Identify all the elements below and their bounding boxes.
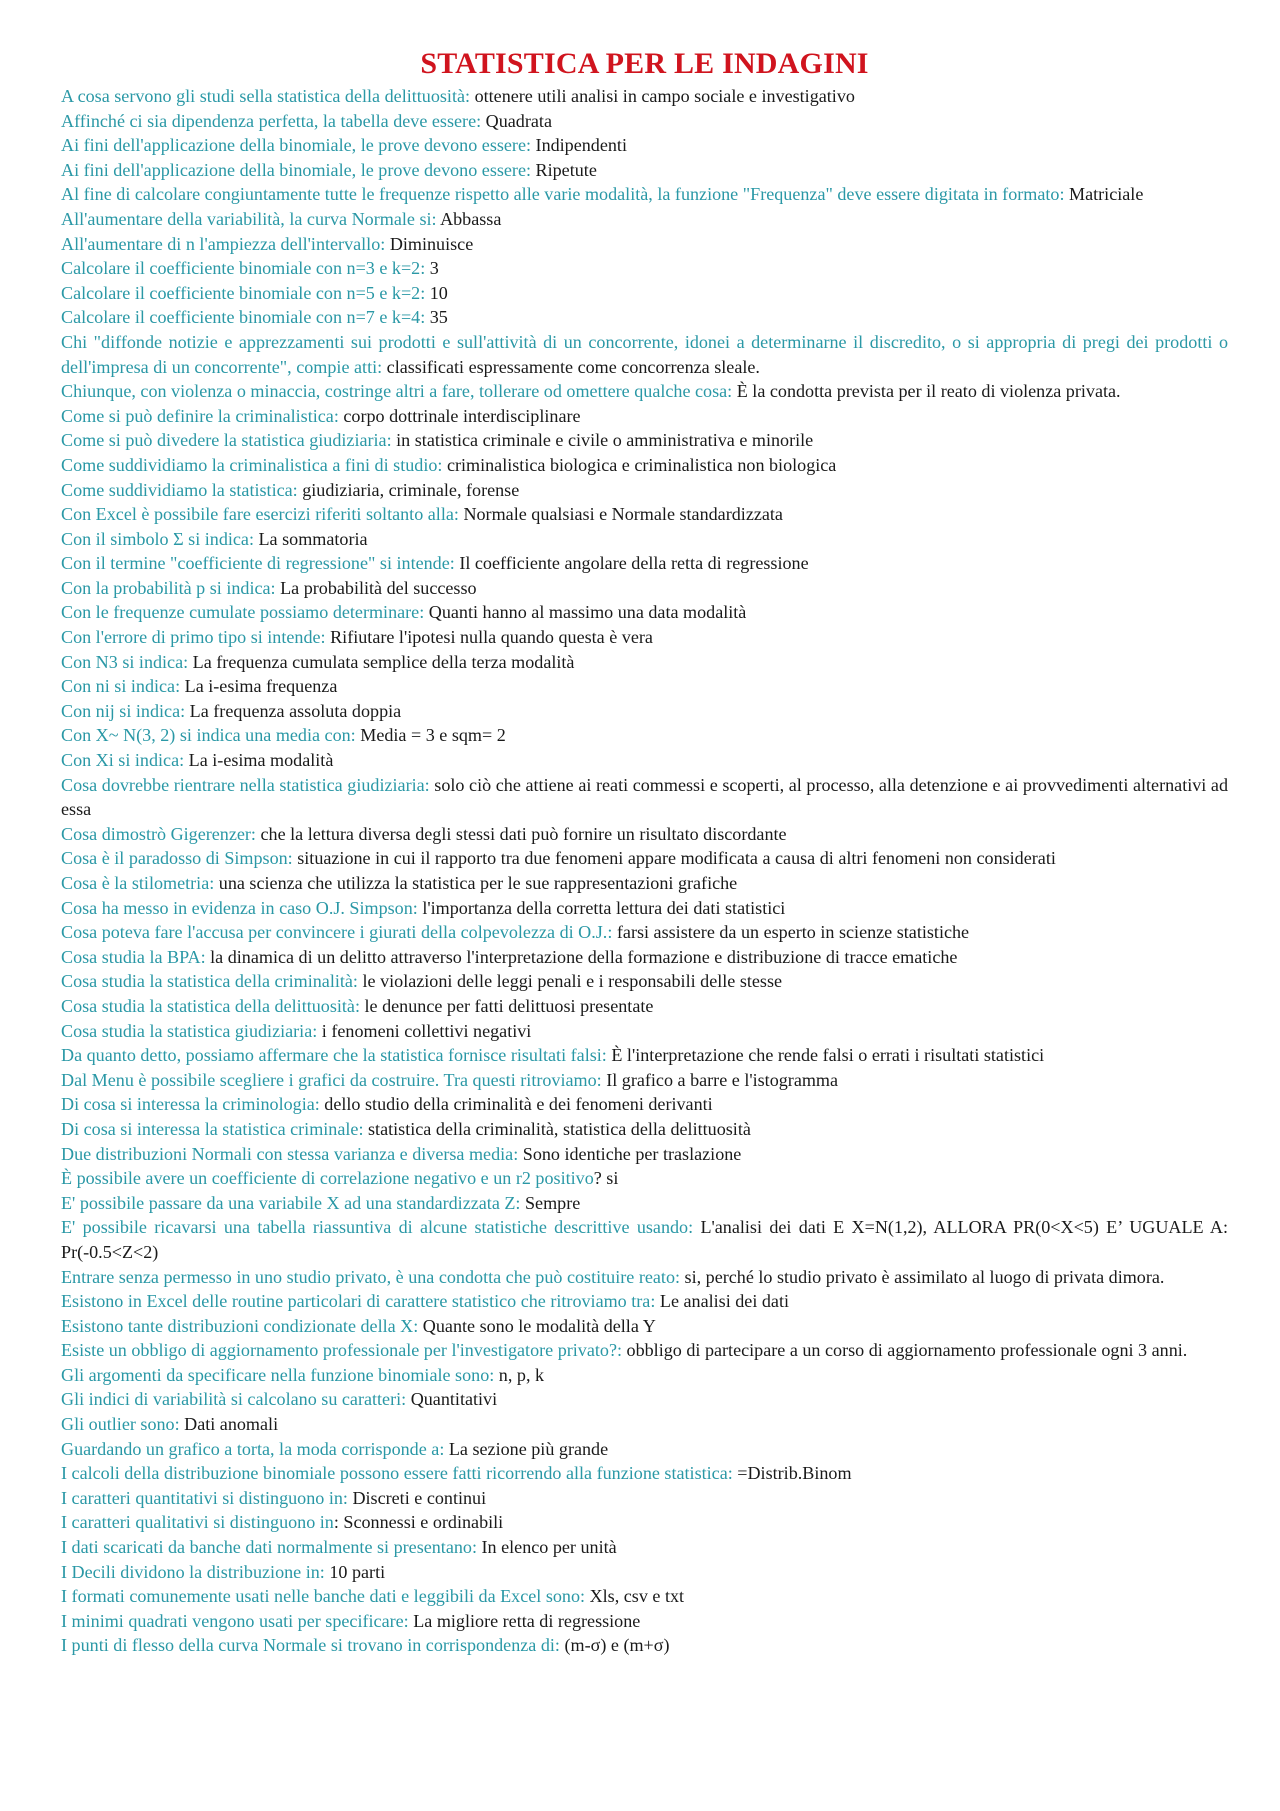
question-text: Con il simbolo Σ si indica:	[61, 528, 254, 549]
answer-text: corpo dottrinale interdisciplinare	[338, 405, 581, 426]
answer-text: Matriciale	[1064, 184, 1144, 205]
answer-text: n, p, k	[494, 1364, 545, 1385]
qa-item	[61, 330, 1228, 379]
qa-item	[61, 502, 1228, 527]
question-text: Cosa dovrebbe rientrare nella statistica giudiziaria:	[61, 774, 430, 795]
question-text: Da quanto detto, possiamo affermare che la statistica fornisce risultati falsi:	[61, 1045, 607, 1066]
qa-item	[61, 625, 1228, 650]
question-text: All'aumentare di n l'ampiezza dell'intervallo:	[61, 233, 386, 254]
answer-text: la dinamica di un delitto attraverso l'interpretazione della formazione e distribuzione di tracce ematiche	[205, 946, 958, 967]
question-text: Chi "diffonde notizie e apprezzamenti sui prodotti e sull'attività di un concorrente, idonei a determinarne il discredito, o si appropria di pregi dei prodotti o dell'impresa di un concorrente", compie atti:	[61, 331, 1228, 377]
answer-text: La migliore retta di regressione	[408, 1610, 641, 1631]
qa-item	[61, 1363, 1228, 1388]
question-text: Gli outlier sono:	[61, 1414, 180, 1435]
answer-text: classificati espressamente come concorrenza sleale.	[382, 356, 760, 377]
question-text: I punti di flesso della curva Normale si trovano in corrispondenza di:	[61, 1635, 560, 1656]
qa-item	[61, 1142, 1228, 1167]
qa-item	[61, 1387, 1228, 1412]
qa-item	[61, 1019, 1228, 1044]
qa-item	[61, 1461, 1228, 1486]
qa-item	[61, 1560, 1228, 1585]
qa-item	[61, 305, 1228, 330]
question-text: I caratteri quantitativi si distinguono in:	[61, 1487, 348, 1508]
qa-item	[61, 920, 1228, 945]
qa-item	[61, 674, 1228, 699]
answer-text: ottenere utili analisi in campo sociale e investigativo	[470, 86, 855, 106]
answer-text: situazione in cui il rapporto tra due fenomeni appare modificata a causa di altri fenomeni non considerati	[292, 848, 1056, 869]
question-text: Cosa studia la statistica della criminalità:	[61, 971, 358, 992]
qa-item	[61, 896, 1228, 921]
answer-text: Sempre	[520, 1192, 581, 1213]
answer-text: si, perché lo studio privato è assimilato al luogo di privata dimora.	[680, 1266, 1165, 1287]
answer-text: (m-σ) e (m+σ)	[559, 1635, 670, 1656]
qa-item	[61, 773, 1228, 822]
answer-text: Dati anomali	[179, 1414, 279, 1435]
answer-text: Quadrata	[481, 110, 552, 131]
question-text: Con le frequenze cumulate possiamo determinare:	[61, 602, 425, 623]
qa-item	[61, 699, 1228, 724]
qa-item	[61, 994, 1228, 1019]
question-text: A cosa servono gli studi sella statistica della delittuosità:	[61, 86, 471, 106]
qa-item	[61, 945, 1228, 970]
question-text: E' possibile passare da una variabile X ad una standardizzata Z:	[61, 1192, 521, 1213]
answer-text: farsi assistere da un esperto in scienze statistiche	[612, 922, 970, 943]
qa-item	[61, 478, 1228, 503]
question-text: Al fine di calcolare congiuntamente tutte le frequenze rispetto alle varie modalità, la funzione "Frequenza" deve essere digitata in formato:	[61, 184, 1065, 205]
qa-item	[61, 1068, 1228, 1093]
qa-item	[61, 1117, 1228, 1142]
question-text: Con Xi si indica:	[61, 750, 185, 771]
qa-item	[61, 551, 1228, 576]
question-text: Con N3 si indica:	[61, 651, 189, 672]
answer-text: Il coefficiente angolare della retta di regressione	[454, 553, 809, 574]
question-text: Ai fini dell'applicazione della binomiale, le prove devono essere:	[61, 135, 532, 156]
qa-item	[61, 1412, 1228, 1437]
qa-item	[61, 281, 1228, 306]
qa-item	[61, 846, 1228, 871]
qa-item	[61, 1043, 1228, 1068]
question-text: Dal Menu è possibile scegliere i grafici da costruire. Tra questi ritroviamo:	[61, 1069, 602, 1090]
qa-item	[61, 1289, 1228, 1314]
qa-item	[61, 1314, 1228, 1339]
answer-text: Quantitativi	[406, 1389, 498, 1410]
question-text: Due distribuzioni Normali con stessa varianza e diversa media:	[61, 1143, 519, 1164]
qa-item	[61, 576, 1228, 601]
answer-text: i fenomeni collettivi negativi	[317, 1020, 532, 1041]
question-text: Affinché ci sia dipendenza perfetta, la tabella deve essere:	[61, 110, 482, 131]
answer-text: statistica della criminalità, statistica della delittuosità	[363, 1118, 751, 1139]
qa-list	[61, 84, 1228, 1658]
answer-text: L'analisi dei dati E X=N(1,2), ALLORA PR(0<X<5) E’ UGUALE A: Pr(-0.5<Z<2)	[61, 1217, 1228, 1262]
answer-text: Il grafico a barre e l'istogramma	[601, 1069, 839, 1090]
qa-item	[61, 207, 1228, 232]
answer-text: una scienza che utilizza la statistica per le sue rappresentazioni grafiche	[214, 873, 738, 893]
answer-text: In elenco per unità	[477, 1537, 617, 1558]
question-text: Come suddividiamo la statistica:	[61, 479, 298, 500]
answer-text: La frequenza cumulata semplice della terza modalità	[188, 651, 575, 672]
answer-text: 10	[425, 282, 448, 303]
question-text: Esistono in Excel delle routine particolari di carattere statistico che ritroviamo tra:	[61, 1291, 656, 1312]
question-text: Esistono tante distribuzioni condizionate della X:	[61, 1315, 419, 1336]
qa-item	[61, 256, 1228, 281]
question-text: Ai fini dell'applicazione della binomiale, le prove devono essere:	[61, 159, 532, 180]
qa-item	[61, 1535, 1228, 1560]
answer-text: =Distrib.Binom	[732, 1463, 852, 1484]
qa-item	[61, 1510, 1228, 1535]
question-text: È possibile avere un coefficiente di correlazione negativo e un r2 positivo	[61, 1168, 594, 1189]
question-text: I caratteri qualitativi si distinguono in	[61, 1512, 334, 1533]
question-text: Cosa è il paradosso di Simpson:	[61, 848, 293, 869]
qa-item	[61, 379, 1228, 404]
answer-text: : Sconnessi e ordinabili	[333, 1512, 504, 1533]
answer-text: Media = 3 e sqm= 2	[355, 725, 506, 746]
question-text: I formati comunemente usati nelle banche dati e leggibili da Excel sono:	[61, 1586, 586, 1607]
question-text: Cosa studia la BPA:	[61, 946, 206, 967]
qa-item	[61, 650, 1228, 675]
qa-item	[61, 84, 1228, 109]
question-text: Gli argomenti da specificare nella funzione binomiale sono:	[61, 1364, 495, 1385]
question-text: Guardando un grafico a torta, la moda corrisponde a:	[61, 1438, 445, 1459]
answer-text: Discreti e continui	[347, 1487, 487, 1508]
answer-text: Xls, csv e txt	[585, 1586, 685, 1607]
answer-text: 3	[425, 258, 439, 279]
question-text: Con X~ N(3, 2) si indica una media con:	[61, 725, 356, 746]
question-text: I Decili dividono la distribuzione in:	[61, 1561, 325, 1582]
page-title: STATISTICA PER LE INDAGINI	[420, 47, 869, 80]
question-text: Cosa poteva fare l'accusa per convincere i giurati della colpevolezza di O.J.:	[61, 922, 613, 943]
answer-text: La i-esima frequenza	[180, 676, 338, 697]
question-text: Chiunque, con violenza o minaccia, costringe altri a fare, tollerare od omettere qualche cosa:	[61, 381, 733, 402]
qa-item	[61, 109, 1228, 134]
question-text: Calcolare il coefficiente binomiale con n=3 e k=2:	[61, 258, 426, 279]
answer-text: 35	[425, 307, 448, 328]
question-text: Con la probabilità p si indica:	[61, 577, 276, 598]
answer-text: le denunce per fatti delittuosi presentate	[360, 995, 654, 1016]
question-text: Calcolare il coefficiente binomiale con n=5 e k=2:	[61, 282, 426, 303]
question-text: Come si può divedere la statistica giudiziaria:	[61, 430, 392, 451]
qa-item	[61, 1633, 1228, 1658]
answer-text: È l'interpretazione che rende falsi o errati i risultati statistici	[606, 1045, 1045, 1066]
answer-text: solo ciò che attiene ai reati commessi e scoperti, al processo, alla detenzione e ai provvedimenti alternativi ad essa	[61, 774, 1229, 820]
qa-item	[61, 1584, 1228, 1609]
qa-item	[61, 158, 1228, 183]
question-text: Con nij si indica:	[61, 700, 186, 721]
answer-text: ? si	[593, 1168, 619, 1189]
question-text: Entrare senza permesso in uno studio privato, è una condotta che può costituire reato:	[61, 1266, 681, 1287]
question-text: Calcolare il coefficiente binomiale con n=7 e k=4:	[61, 307, 426, 328]
qa-item	[61, 527, 1228, 552]
question-text: Di cosa si interessa la criminologia:	[61, 1094, 320, 1115]
answer-text: 10 parti	[324, 1561, 386, 1582]
qa-item	[61, 1092, 1228, 1117]
answer-text: La probabilità del successo	[275, 577, 477, 598]
question-text: Come suddividiamo la criminalistica a fini di studio:	[61, 454, 443, 475]
answer-text: Rifiutare l'ipotesi nulla quando questa è vera	[325, 627, 653, 648]
answer-text: Normale qualsiasi e Normale standardizzata	[458, 504, 783, 525]
qa-item	[61, 1486, 1228, 1511]
answer-text: La i-esima modalità	[184, 750, 334, 771]
qa-item	[61, 1338, 1228, 1363]
answer-text: Quante sono le modalità della Y	[418, 1315, 656, 1336]
qa-item	[61, 723, 1228, 748]
question-text: E' possibile ricavarsi una tabella riassuntiva di alcune statistiche descrittive usando:	[61, 1217, 694, 1238]
answer-text: l'importanza della corretta lettura dei dati statistici	[417, 897, 786, 918]
question-text: Con Excel è possibile fare esercizi riferiti soltanto alla:	[61, 504, 459, 525]
question-text: Gli indici di variabilità si calcolano su caratteri:	[61, 1389, 407, 1410]
qa-item	[61, 1437, 1228, 1462]
qa-item	[61, 969, 1228, 994]
question-text: All'aumentare della variabilità, la curva Normale si:	[61, 208, 437, 229]
question-text: Cosa dimostrò Gigerenzer:	[61, 823, 256, 844]
qa-item	[61, 428, 1228, 453]
qa-item	[61, 404, 1228, 429]
qa-item	[61, 232, 1228, 257]
qa-item	[61, 1166, 1228, 1191]
question-text: Cosa ha messo in evidenza in caso O.J. Simpson:	[61, 897, 418, 918]
question-text: Cosa è la stilometria:	[61, 873, 215, 893]
answer-text: La frequenza assoluta doppia	[185, 700, 402, 721]
qa-item	[61, 453, 1228, 478]
qa-item	[61, 1609, 1228, 1634]
answer-text: Ripetute	[531, 159, 597, 180]
answer-text: È la condotta prevista per il reato di violenza privata.	[732, 381, 1121, 402]
question-text: Di cosa si interessa la statistica criminale:	[61, 1118, 364, 1139]
qa-item	[61, 1215, 1228, 1264]
question-text: Con l'errore di primo tipo si intende:	[61, 627, 326, 648]
answer-text: Abbassa	[436, 208, 502, 229]
answer-text: dello studio della criminalità e dei fenomeni derivanti	[319, 1094, 713, 1115]
question-text: Cosa studia la statistica della delittuosità:	[61, 995, 360, 1016]
qa-item	[61, 133, 1228, 158]
question-text: Esiste un obbligo di aggiornamento professionale per l'investigatore privato?:	[61, 1340, 623, 1361]
answer-text: le violazioni delle leggi penali e i responsabili delle stesse	[357, 971, 783, 992]
answer-text: La sezione più grande	[444, 1438, 609, 1459]
question-text: I calcoli della distribuzione binomiale possono essere fatti ricorrendo alla funzione statistica:	[61, 1463, 733, 1484]
answer-text: Le analisi dei dati	[655, 1291, 790, 1312]
qa-item	[61, 871, 1228, 896]
answer-text: in statistica criminale e civile o amministrativa e minorile	[391, 430, 814, 451]
question-text: I minimi quadrati vengono usati per specificare:	[61, 1610, 409, 1631]
answer-text: giudiziaria, criminale, forense	[297, 479, 520, 500]
answer-text: obbligo di partecipare a un corso di aggiornamento professionale ogni 3 anni.	[622, 1340, 1188, 1361]
answer-text: La sommatoria	[253, 528, 368, 549]
answer-text: Diminuisce	[385, 233, 474, 254]
answer-text: Quanti hanno al massimo una data modalità	[424, 602, 747, 623]
question-text: I dati scaricati da banche dati normalmente si presentano:	[61, 1537, 477, 1558]
question-text: Cosa studia la statistica giudiziaria:	[61, 1020, 318, 1041]
question-text: Con il termine "coefficiente di regressione" si intende:	[61, 553, 455, 574]
qa-item	[61, 822, 1228, 847]
answer-text: criminalistica biologica e criminalistica non biologica	[442, 454, 837, 475]
qa-item	[61, 1191, 1228, 1216]
answer-text: che la lettura diversa degli stessi dati può fornire un risultato discordante	[255, 823, 787, 844]
answer-text: Sono identiche per traslazione	[518, 1143, 742, 1164]
qa-item	[61, 182, 1228, 207]
answer-text: Indipendenti	[531, 135, 627, 156]
qa-item	[61, 1265, 1228, 1290]
question-text: Con ni si indica:	[61, 676, 181, 697]
qa-item	[61, 748, 1228, 773]
qa-item	[61, 600, 1228, 625]
question-text: Come si può definire la criminalistica:	[61, 405, 339, 426]
